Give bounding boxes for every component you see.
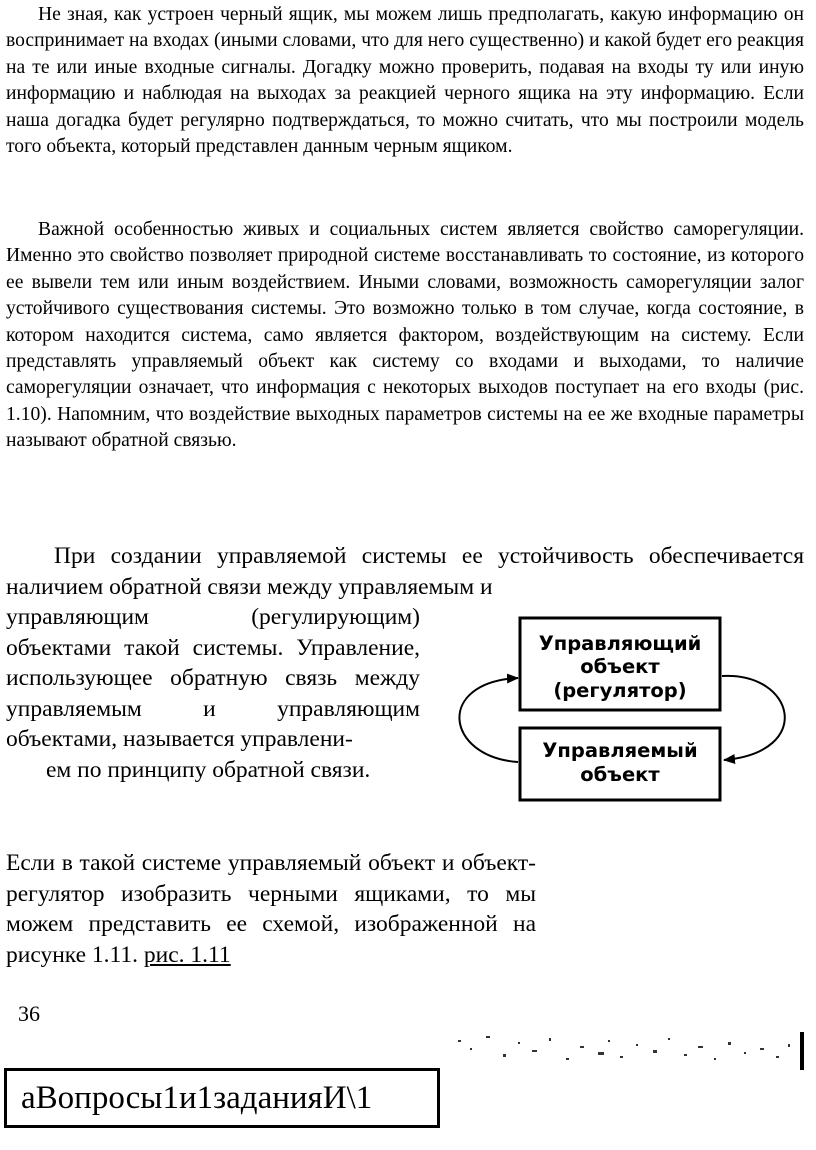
controller-label-2: объект: [580, 655, 660, 678]
controller-label-3: (регулятор): [553, 679, 687, 702]
feedback-diagram: [440, 612, 810, 812]
feedback-text-part2: ем по принципу обратной связи.: [46, 756, 371, 783]
footer-caption-box: аВопросы1и1заданияИ\1: [4, 1068, 440, 1128]
control-arrow-left: [459, 678, 518, 762]
figure-link[interactable]: рис. 1.11: [143, 941, 231, 968]
paragraph-feedback-control: [6, 602, 420, 785]
figure-reference-text: Если в такой системе управляемый объект и объект-регулятор изобразить черными ящиками, то мы можем представить ее схемой, изображенной на рисунке 1.11.: [6, 850, 536, 968]
feedback-text-part1: управляющим (регулирующим) объектами такой системы. Управление, использующее обратную связь между управляемым и управляющим объектами, называется управлени-: [6, 604, 420, 752]
feedback-arrow-right: [722, 676, 785, 760]
paragraph-controlled-system: При создании управляемой системы ее устойчивость обеспечивается наличием обратной связи между управляемым и: [6, 543, 804, 600]
page-number: 36: [18, 1001, 40, 1026]
controlled-label-2: объект: [580, 763, 660, 786]
controller-label-1: Управляющий: [538, 632, 702, 655]
paragraph-figure-reference: [6, 848, 536, 970]
controlled-label-1: Управляемый: [542, 739, 698, 762]
scan-noise-strip: [448, 1028, 810, 1072]
paragraph-black-box: Не зная, как устроен черный ящик, мы можем лишь предполагать, какую информацию он воспринимает на входах (иными словами, что для него существенно) и какой будет его реакция на те или иные входные сигналы. Догадку можно проверить, подавая на входы ту или иную информацию и наблюдая на выходах за реакцией черного ящика на эту информацию. Если наша догадка будет регулярно подтверждаться, то можно считать, что мы построили модель того объекта, который представлен данным черным ящиком.: [6, 4, 804, 158]
paragraph-self-regulation: Важной особенностью живых и социальных систем является свойство саморегуляции. Именно это свойство позволяет природной системе восстанавливать то состояние, из которого ее вывели тем или иным воздействием. Иными словами, возможность саморегуляции залог устойчивого существования системы. Это возможно только в том случае, когда состояние, в котором находится система, само является фактором, воздействующим на систему. Если представлять управляемый объект как систему со входами и выходами, то наличие саморегуляции означает, что информация с некоторых выходов поступает на его входы (рис. 1.10). Напомним, что воздействие выходных параметров системы на ее же входные параметры называют обратной связью.: [6, 219, 804, 452]
